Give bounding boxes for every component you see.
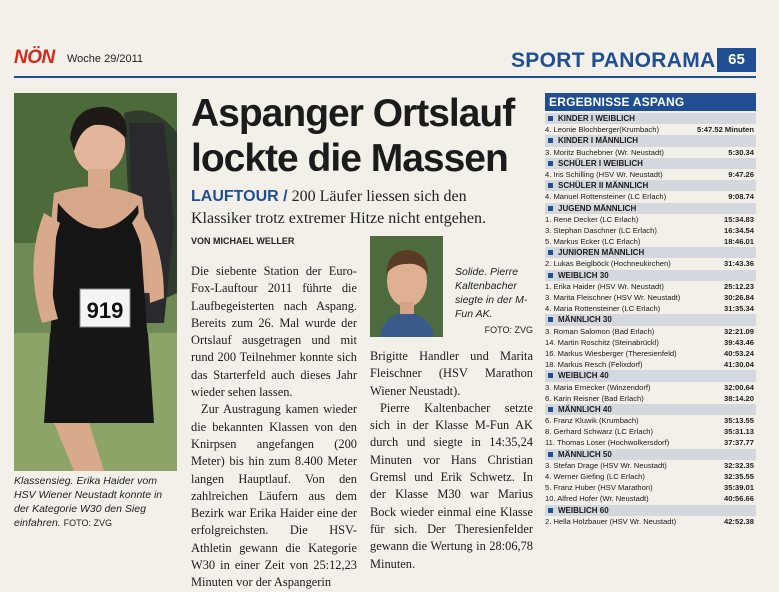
result-row [545,426,756,437]
category-label: WEIBLICH 60 [558,505,609,515]
paragraph: Zur Austragung kamen wieder die bekannten Klassen von den Knirpsen angefangen (200 Meter) bis hin zum 8.400 Meter langen Hauptlauf. Von den zahlreichen Läufern aus dem Bezirk war Erika Haider eine der erfolgreichsten. Die HSV-Athletin gewann die Kategorie W30 in einer Zeit von 25:12,23 Minuten vor der Aspangerin [191,402,357,590]
result-row [545,292,756,303]
caption-text-2: Solide. Pierre Kaltenbacher siegte in der M-Fun AK. [455,266,528,320]
result-name: 2. Lukas Beiglböck (Hochneukirchen) [545,259,671,269]
result-name: 5. Markus Ecker (LC Erlach) [545,237,641,247]
result-row [545,348,756,359]
result-time: 9:08.74 [728,192,754,202]
result-row [545,236,756,247]
article-column-1 [191,263,357,592]
category-label: MÄNNLICH 50 [558,449,612,459]
result-row [545,393,756,404]
result-name: 2. Hella Holzbauer (HSV Wr. Neustadt) [545,516,677,526]
byline: VON MICHAEL WELLER [191,236,295,246]
result-time: 41:30.04 [724,360,754,370]
result-time: 40:53.24 [724,348,754,358]
result-row [545,516,756,527]
result-row [545,147,756,158]
result-row [545,191,756,202]
result-row [545,169,756,180]
result-row [545,124,756,135]
result-time: 31:35.34 [724,304,754,314]
category-marker-icon [548,250,553,255]
result-time: 16:34.54 [724,225,754,235]
results-category [545,370,756,381]
results-category [545,180,756,191]
portrait-photo [370,236,443,337]
result-time: 35:13.55 [724,416,754,426]
result-time: 32:00.64 [724,382,754,392]
result-time: 32:32.35 [724,460,754,470]
result-row [545,303,756,314]
category-label: KINDER I WEIBLICH [558,114,635,123]
category-marker-icon [548,138,553,143]
results-title: ERGEBNISSE ASPANG [545,93,756,111]
article-column-2 [370,348,533,573]
result-row [545,225,756,236]
category-label: KINDER I MÄNNLICH [558,136,638,146]
lead-keyword: LAUFTOUR / [191,188,288,205]
result-name: 4. Manuel Rottensteiner (LC Erlach) [545,192,667,202]
result-row [545,258,756,269]
category-label: SCHÜLER I WEIBLICH [558,158,643,168]
result-row [545,281,756,292]
result-row [545,326,756,337]
bib-number: 919 [86,298,124,323]
header-rule [14,76,756,78]
result-row [545,482,756,493]
result-name: 6. Karin Reisner (Bad Erlach) [545,393,644,403]
category-label: SCHÜLER II MÄNNLICH [558,181,649,191]
category-marker-icon [548,407,553,412]
results-category [545,135,756,146]
result-time: 40:56.66 [724,494,754,504]
category-label: WEIBLICH 30 [558,270,609,280]
newspaper-logo: NÖN [14,47,55,68]
result-time: 9:47.26 [728,169,754,179]
result-name: 6. Franz Kluwik (Krumbach) [545,416,639,426]
category-marker-icon [548,508,553,513]
category-label: MÄNNLICH 30 [558,315,612,325]
result-name: 4. Maria Rottensteiner (LC Erlach) [545,304,661,314]
result-time: 42:52.38 [724,516,754,526]
results-category [545,404,756,415]
results-category [545,247,756,258]
caption-text-1: Klassensieg. Erika Haider vom HSV Wiener Neustadt konnte in der Kategorie W30 den Sieg einfahren. [14,475,163,529]
paragraph: Pierre Kaltenbacher setzte sich in der Klasse M-Fun AK durch und siegte in 14:35,24 Minuten vor Hans Christian Gremsl und Erik Schwetz. In der Klasse M30 war Marius Bock wieder einmal eine Klasse für sich. Der Theresienfelder gewann die Wertung in 28:06,78 Minuten. [370,400,533,571]
page-header [14,47,756,75]
category-label: JUNIOREN MÄNNLICH [558,248,645,258]
result-name: 4. Werner Giefing (LC Erlach) [545,472,645,481]
result-time: 5:30.34 [728,147,754,157]
result-time: 25:12.23 [724,281,754,291]
category-marker-icon [548,273,553,278]
result-row [545,460,756,471]
result-time: 32:21.09 [724,326,754,336]
results-category [545,203,756,214]
category-label: JUGEND MÄNNLICH [558,203,637,213]
article-lead [191,186,531,230]
issue-label: Woche 29/2011 [67,53,144,65]
result-time: 39:43.46 [724,337,754,347]
result-name: 1. Rene Decker (LC Erlach) [545,214,639,224]
result-row [545,415,756,426]
result-time: 32:35.55 [724,472,754,481]
result-time: 30:26.84 [724,293,754,302]
runner-photo [14,93,177,471]
lead-text: 200 Läufer liessen sich den Klassiker trotz extremer Hitze nicht entgehen. [191,188,486,227]
results-category [545,505,756,516]
result-name: 8. Gerhard Schwarz (LC Erlach) [545,427,654,437]
result-time: 35:31.13 [724,427,754,437]
result-time: 37:37.77 [724,438,754,448]
results-category [545,113,756,124]
result-name: 18. Markus Resch (Felixdorf) [545,360,643,370]
result-row [545,493,756,504]
result-row [545,214,756,225]
result-name: 3. Maria Ernecker (Winzendorf) [545,382,651,392]
results-category [545,270,756,281]
category-label: WEIBLICH 40 [558,371,609,381]
result-row [545,382,756,393]
result-name: 14. Martin Roschitz (Steinabrückl) [545,337,659,347]
category-marker-icon [548,183,553,188]
category-marker-icon [548,452,553,457]
result-time: 38:14.20 [724,393,754,403]
photo-credit-2: FOTO: ZVG [484,325,533,335]
photo-credit-1: FOTO: ZVG [63,518,112,528]
title-line-1: Aspanger Ortslauf [191,92,515,135]
results-category [545,314,756,325]
results-category [545,158,756,169]
result-row [545,471,756,482]
results-category [545,449,756,460]
category-marker-icon [548,161,553,166]
article-title [191,91,531,181]
result-name: 10. Alfred Hofer (Wr. Neustadt) [545,494,649,504]
result-name: 3. Marita Fleischner (HSV Wr. Neustadt) [545,293,681,302]
result-row [545,437,756,448]
paragraph: Die siebente Station der Euro-Fox-Lauftour 2011 führte die Laufbegeisterten nach Aspang. Bereits zum 26. Mal wurde der Ortslauf ausgetragen und mit rund 200 Teilnehmer konnte sich das Starterfeld auch dieses Jahr wieder sehen lassen. [191,264,357,400]
result-name: 3. Stephan Daschner (LC Erlach) [545,225,657,235]
result-time: 15:34.83 [724,214,754,224]
result-name: 16. Markus Wiesberger (Theresienfeld) [545,348,677,358]
result-name: 5. Franz Huber (HSV Marathon) [545,483,653,493]
result-time: 5:47.52 Minuten [697,125,754,135]
result-name: 1. Erika Haider (HSV Wr. Neustadt) [545,281,664,291]
results-list [545,113,756,527]
category-marker-icon [548,373,553,378]
result-time: 31:43.36 [724,259,754,269]
photo-caption-2 [455,265,533,337]
result-name: 3. Stefan Drage (HSV Wr. Neustadt) [545,460,667,470]
result-name: 4. Leonie Blochberger(Krumbach) [545,125,659,135]
result-row [545,337,756,348]
result-time: 18:46.01 [724,237,754,247]
photo-caption-1 [14,474,179,530]
category-marker-icon [548,206,553,211]
result-name: 11. Thomas Loser (Hochwolkersdorf) [545,438,670,448]
category-label: MÄNNLICH 40 [558,404,612,414]
section-title: SPORT PANORAMA [511,49,716,72]
result-row [545,359,756,370]
category-marker-icon [548,317,553,322]
result-name: 4. Iris Schilling (HSV Wr. Neustadt) [545,169,663,179]
title-line-2: lockte die Massen [191,137,508,180]
paragraph: Brigitte Handler und Marita Fleischner (HSV Marathon Wiener Neustadt). [370,349,533,398]
category-marker-icon [548,116,553,121]
result-time: 35:39.01 [724,483,754,493]
page-number: 65 [717,48,756,72]
result-name: 3. Moritz Buchebner (Wr. Neustadt) [545,147,664,157]
result-name: 3. Roman Salomon (Bad Erlach) [545,326,655,336]
